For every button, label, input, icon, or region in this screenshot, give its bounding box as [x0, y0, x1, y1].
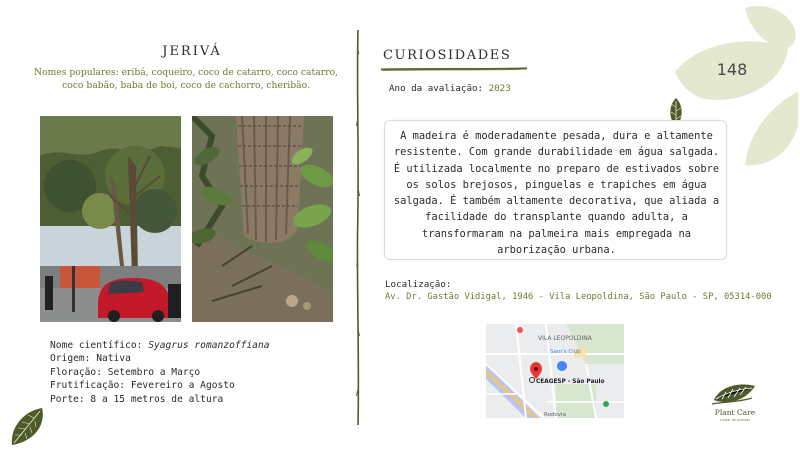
- location-address: Av. Dr. Gastão Vidigal, 1946 - Vila Leopoldina, São Paulo - SP, 05314-000: [385, 292, 772, 302]
- fruiting-row: Frutificação: Fevereiro a Agosto: [50, 380, 235, 392]
- title-underline: [381, 66, 527, 72]
- map-district-label: VILA LEOPOLDINA: [538, 335, 592, 342]
- photo-palm-trunk: [192, 116, 333, 322]
- location-label: Localização:: [385, 279, 452, 290]
- leaf-icon: [6, 405, 46, 447]
- size-row: Porte: 8 a 15 metros de altura: [50, 393, 224, 405]
- curiosities-title: CURIOSIDADES: [383, 48, 512, 63]
- map-marker-label: CEAGESP - São Paulo: [536, 379, 605, 385]
- scientific-name-label: Nome científico:: [50, 340, 143, 351]
- brand-tagline: cuidar de plantas: [719, 418, 751, 422]
- plant-name-title: JERIVÁ: [162, 44, 222, 59]
- scientific-name-value: Syagrus romanzoffiana: [148, 340, 270, 351]
- scientific-name-row: [50, 339, 270, 352]
- popular-names: Nomes populares: eribá, coqueiro, coco de catarro, coco catarro, coco babão, baba de boi, coco de cachorro, cheribão.: [34, 67, 338, 91]
- column-divider: [355, 30, 361, 425]
- evaluation-year: [389, 83, 511, 94]
- location-map[interactable]: [486, 324, 624, 418]
- map-road-label: Rodovia: [544, 412, 566, 418]
- evaluation-year-label: Ano da avaliação:: [389, 83, 484, 94]
- photo-tree-street: [40, 116, 181, 322]
- page-number: 148: [716, 60, 748, 79]
- flowering-row: Floração: Setembro a Março: [50, 366, 201, 378]
- origin-row: Origem: Nativa: [50, 353, 131, 365]
- map-place-label: Sam's Club: [550, 349, 581, 355]
- curiosities-text: A madeira é moderadamente pesada, dura e altamente resistente. Com grande durabilidade em água salgada. É utilizada localmente no preparo de estivados sobre os solos brejosos, pinguelas e trapiches em água salgada. É também altamente decorativa, que aliada a facilidade do transplante quando adulta, a transformaram na palmeira mais empregada na arborização urbana.: [393, 130, 720, 257]
- evaluation-year-value: 2023: [488, 83, 511, 94]
- curiosities-card: [384, 120, 727, 260]
- plant-facts: [50, 339, 270, 406]
- brand-name: Plant Care: [714, 408, 756, 417]
